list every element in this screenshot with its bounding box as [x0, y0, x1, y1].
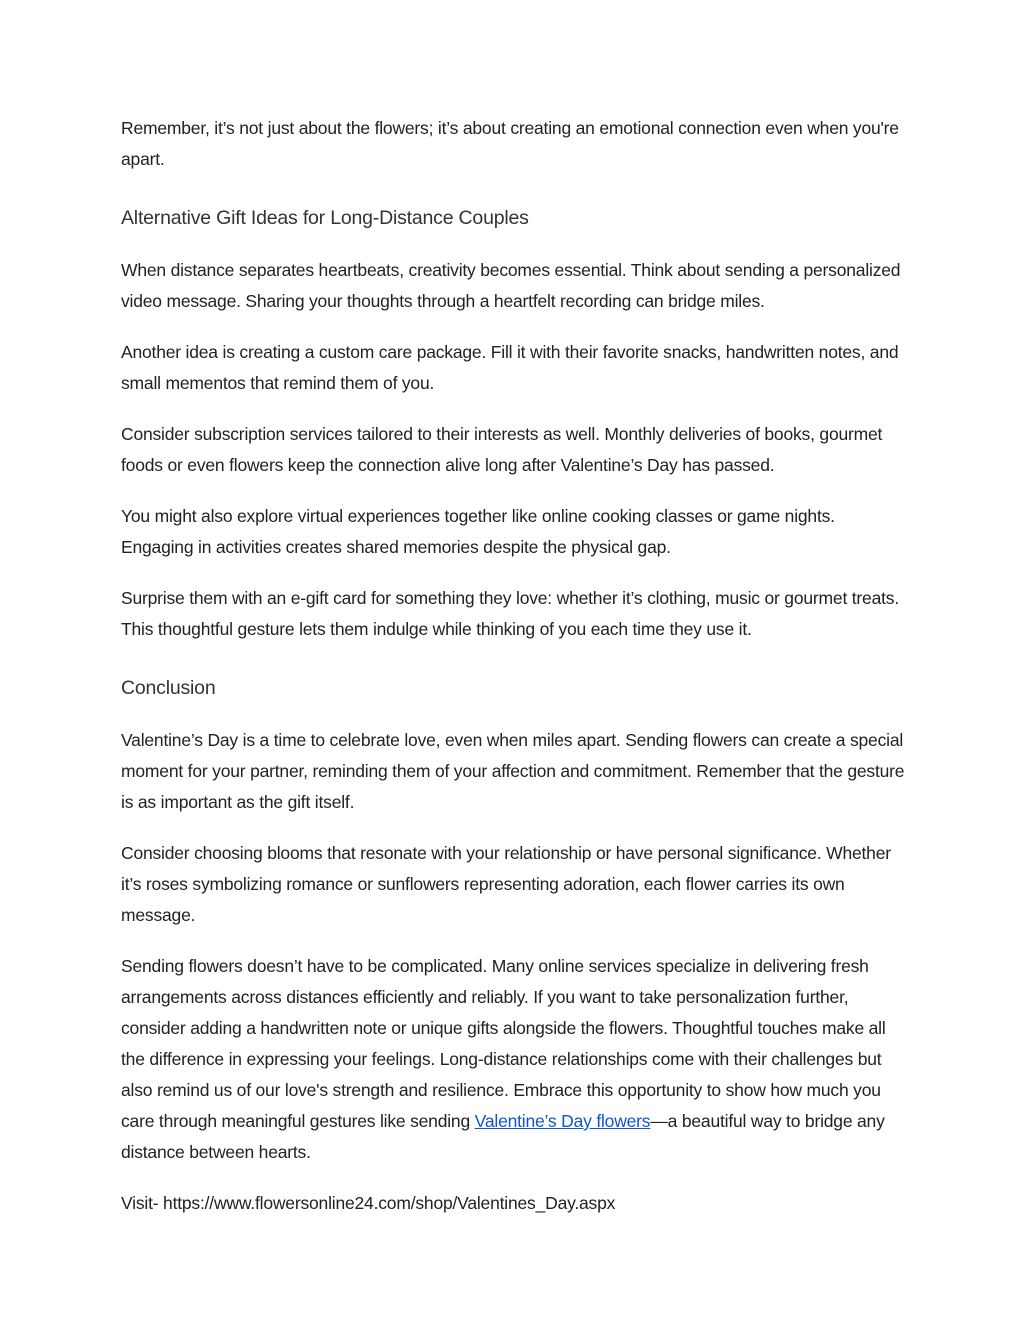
document-page [121, 113, 906, 1239]
paragraph-care-package: Another idea is creating a custom care package. Fill it with their favorite snacks, handwritten notes, and small mementos that remind them of you. [121, 342, 899, 393]
paragraph-e-gift-card: Surprise them with an e-gift card for something they love: whether it’s clothing, music or gourmet treats. This thoughtful gesture lets them indulge while thinking of you each time they use it. [121, 588, 899, 639]
paragraph-conclusion-2: Consider choosing blooms that resonate with your relationship or have personal significance. Whether it’s roses symbolizing romance or sunflowers representing adoration, each flower carries its own message. [121, 843, 891, 925]
paragraph-virtual-experiences: You might also explore virtual experiences together like online cooking classes or game nights. Engaging in activities creates shared memories despite the physical gap. [121, 506, 835, 557]
final-text-after-link: —a beautiful way to bridge any distance between hearts. [121, 1111, 885, 1162]
paragraph-video-message: When distance separates heartbeats, creativity becomes essential. Think about sending a personalized video message. Sharing your thoughts through a heartfelt recording can bridge miles. [121, 260, 901, 311]
section-heading-alternative-gifts: Alternative Gift Ideas for Long-Distance Couples [121, 207, 529, 229]
paragraph-conclusion-1: Valentine’s Day is a time to celebrate love, even when miles apart. Sending flowers can create a special moment for your partner, reminding them of your affection and commitment. Remember that the gesture is as important as the gift itself. [121, 730, 905, 812]
final-text-before-link: Sending flowers doesn’t have to be complicated. Many online services specialize in delivering fresh arrangements across distances efficiently and reliably. If you want to take personalization further, consider adding a handwritten note or unique gifts alongside the flowers. Thoughtful touches make all the difference in expressing your feelings. Long-distance relationships come with their challenges but also remind us of our love's strength and resilience. Embrace this opportunity to show how much you care through meaningful gestures like sending [121, 956, 886, 1131]
paragraph-subscription: Consider subscription services tailored to their interests as well. Monthly deliveries of books, gourmet foods or even flowers keep the connection alive long after Valentine’s Day has passed. [121, 424, 883, 475]
intro-paragraph: Remember, it’s not just about the flowers; it’s about creating an emotional connection even when you're apart. [121, 118, 899, 169]
section-heading-conclusion: Conclusion [121, 677, 216, 699]
valentines-day-flowers-link[interactable]: Valentine’s Day flowers [474, 1111, 651, 1131]
paragraph-conclusion-final [121, 951, 906, 1168]
visit-line: Visit- https://www.flowersonline24.com/shop/Valentines_Day.aspx [121, 1193, 616, 1213]
